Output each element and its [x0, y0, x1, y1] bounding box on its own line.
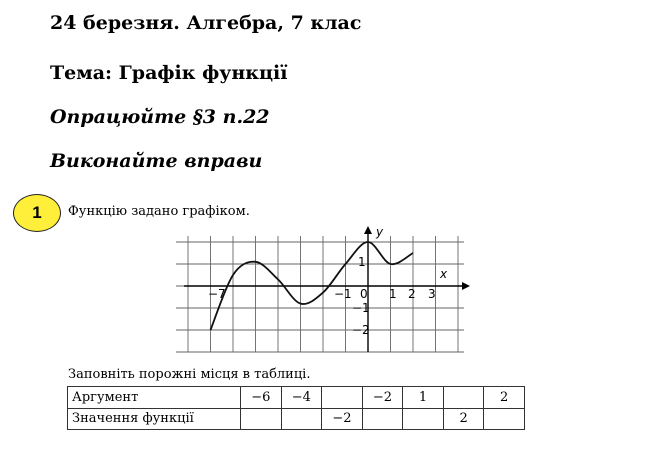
function-value-row-label: Значення функції: [68, 408, 241, 430]
table-cell: 2: [484, 387, 525, 409]
x-tick-label: −1: [334, 287, 352, 301]
table-cell: 2: [443, 408, 484, 430]
x-tick-label: 2: [408, 287, 416, 301]
argument-row: [68, 387, 525, 409]
y-tick-label: 1: [358, 255, 366, 269]
date-heading: 24 березня. Алгебра, 7 клас: [50, 12, 362, 34]
table-cell: −6: [241, 387, 282, 409]
reading-assignment: Опрацюйте §3 п.22: [50, 106, 270, 128]
x-tick-label: 1: [389, 287, 397, 301]
x-tick-label: −7: [208, 287, 226, 301]
topic-heading: Тема: Графік функції: [50, 62, 288, 84]
table-cell: [403, 408, 444, 430]
table-cell: −4: [281, 387, 322, 409]
y-axis-arrow-icon: [364, 226, 372, 234]
x-axis-label: x: [440, 267, 448, 281]
table-cell: −2: [322, 408, 363, 430]
exercise-prompt: Функцію задано графіком.: [68, 204, 250, 219]
values-table: [67, 386, 525, 430]
table-cell: [322, 387, 363, 409]
table-cell: −2: [362, 387, 403, 409]
table-cell: [484, 408, 525, 430]
exercises-heading: Виконайте вправи: [50, 150, 263, 172]
table-cell: [443, 387, 484, 409]
x-tick-label: 3: [428, 287, 436, 301]
y-tick-label: −1: [352, 301, 370, 315]
x-axis-arrow-icon: [462, 282, 470, 290]
exercise-number: 1: [32, 203, 42, 222]
table-cell: [362, 408, 403, 430]
table-cell: 1: [403, 387, 444, 409]
function-value-row: [68, 408, 525, 430]
x-tick-label: 0: [360, 287, 368, 301]
y-tick-label: −2: [352, 323, 370, 337]
table-caption: Заповніть порожні місця в таблиці.: [68, 367, 311, 382]
y-axis-label: y: [376, 225, 384, 239]
table-cell: [281, 408, 322, 430]
table-cell: [241, 408, 282, 430]
argument-row-label: Аргумент: [68, 387, 241, 409]
